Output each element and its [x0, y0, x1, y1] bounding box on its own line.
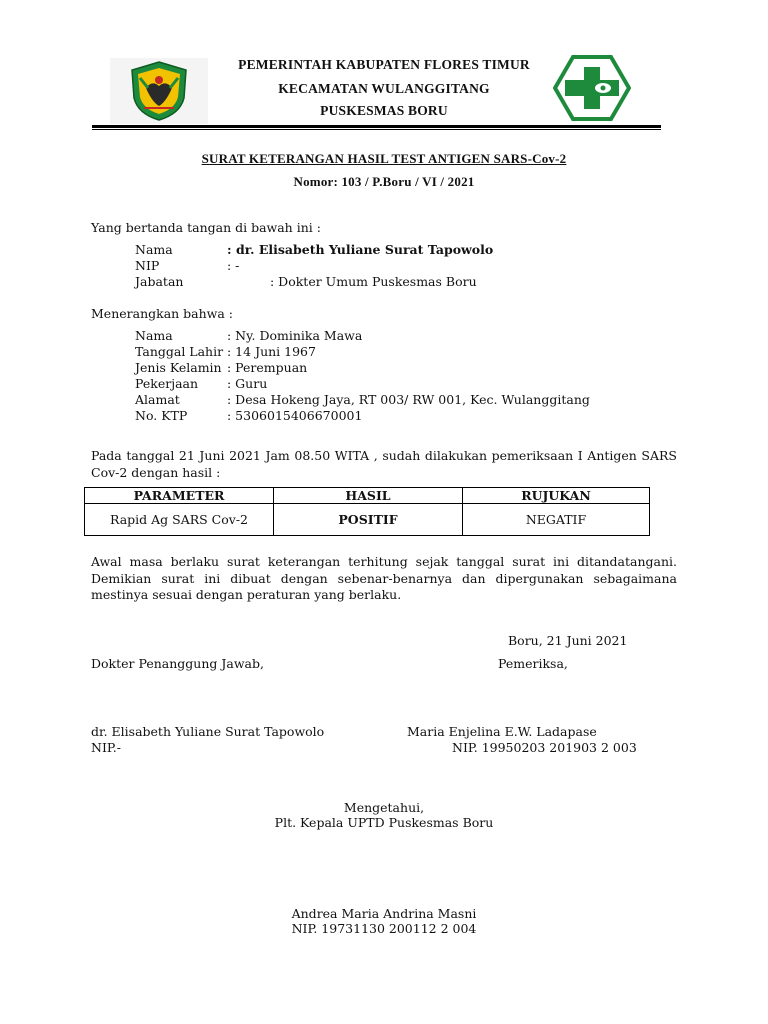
results-header-cell: PARAMETER	[85, 488, 274, 504]
left-signer-name: dr. Elisabeth Yuliane Surat Tapowolo	[91, 724, 325, 739]
signer-nip-label: NIP	[135, 258, 160, 273]
patient-intro: Menerangkan bahwa :	[91, 306, 234, 321]
signer-position-label: Jabatan	[135, 274, 184, 289]
results-parameter-cell: Rapid Ag SARS Cov-2	[85, 504, 274, 536]
right-signer-role: Pemeriksa,	[498, 656, 568, 671]
header-line-government: PEMERINTAH KABUPATEN FLORES TIMUR	[238, 57, 530, 72]
patient-label: Pekerjaan	[135, 376, 199, 391]
results-reference-cell: NEGATIF	[463, 504, 650, 536]
place-date: Boru, 21 Juni 2021	[508, 633, 628, 648]
left-signer-role: Dokter Penanggung Jawab,	[91, 656, 264, 671]
exam-paragraph: Pada tanggal 21 Juni 2021 Jam 08.50 WITA , sudah dilakukan pemeriksaan I Antigen SARS Cov-2 dengan hasil :	[91, 448, 677, 480]
signer-intro: Yang bertanda tangan di bawah ini :	[91, 220, 321, 235]
acknowledgement: Mengetahui,	[343, 800, 425, 815]
results-table	[84, 487, 650, 536]
patient-value: : Ny. Dominika Mawa	[227, 328, 363, 343]
patient-label: Alamat	[135, 392, 180, 407]
patient-value: : Desa Hokeng Jaya, RT 003/ RW 001, Kec. Wulanggitang	[227, 392, 590, 407]
patient-label: Tanggal Lahir	[135, 344, 224, 359]
header-line-district: KECAMATAN WULANGGITANG	[278, 81, 490, 96]
signer-position-value: : Dokter Umum Puskesmas Boru	[270, 274, 477, 289]
document-title: SURAT KETERANGAN HASIL TEST ANTIGEN SARS-Cov-2	[201, 151, 567, 166]
patient-label: Nama	[135, 328, 173, 343]
patient-value: : 14 Juni 1967	[227, 344, 316, 359]
left-signer-nip: NIP.-	[91, 740, 121, 755]
patient-value: : Perempuan	[227, 360, 308, 375]
header-rule-thick	[92, 125, 661, 128]
head-name: Andrea Maria Andrina Masni	[291, 906, 477, 921]
patient-value: : Guru	[227, 376, 268, 391]
document-number: Nomor: 103 / P.Boru / VI / 2021	[293, 174, 475, 189]
table-row	[85, 504, 650, 536]
header-rule-thin	[92, 129, 661, 130]
head-role: Plt. Kepala UPTD Puskesmas Boru	[274, 815, 494, 830]
right-signer-nip: NIP. 19950203 201903 2 003	[452, 740, 637, 755]
head-nip: NIP. 19731130 200112 2 004	[291, 921, 477, 936]
puskesmas-logo	[553, 55, 631, 121]
patient-label: No. KTP	[135, 408, 188, 423]
signer-name-label: Nama	[135, 242, 173, 257]
patient-label: Jenis Kelamin	[135, 360, 222, 375]
results-header-cell: HASIL	[274, 488, 463, 504]
signer-nip-value: : -	[227, 258, 240, 273]
results-header-cell: RUJUKAN	[463, 488, 650, 504]
right-signer-name: Maria Enjelina E.W. Ladapase	[407, 724, 597, 739]
results-header-row	[85, 488, 650, 504]
header-line-clinic: PUSKESMAS BORU	[320, 103, 448, 118]
patient-value: : 5306015406670001	[227, 408, 363, 423]
validity-paragraph: Awal masa berlaku surat keterangan terhitung sejak tanggal surat ini ditandatangani. Demikian surat ini dibuat dengan sebenar-benarnya dan dipergunakan sebagaimana mestinya sesuai dengan peraturan yang berlaku.	[91, 554, 677, 602]
signer-name-value: : dr. Elisabeth Yuliane Surat Tapowolo	[227, 242, 494, 257]
results-result-cell: POSITIF	[274, 504, 463, 536]
